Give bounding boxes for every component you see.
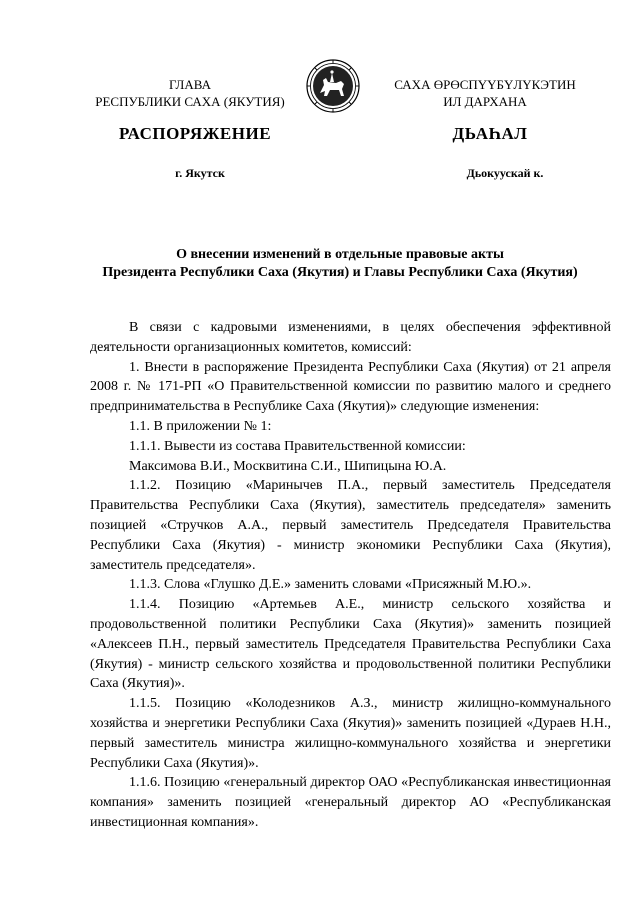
paragraph-item-1-1-4: 1.1.4. Позицию «Артемьев А.Е., министр сельского хозяйства и продовольственной политики Республики Саха (Якутия)» заменить позицией «Алексеев П.Н., первый заместитель Председателя Правительства Республики Саха (Якутия) - министр сельского хозяйства и продовольственной политики Республики Саха (Якутия)». bbox=[90, 597, 611, 692]
document-body bbox=[90, 318, 611, 833]
coat-of-arms-emblem-icon bbox=[306, 59, 360, 113]
paragraph-item-1-1: 1.1. В приложении № 1: bbox=[129, 418, 272, 434]
paragraph-item-1-1-1: 1.1.1. Вывести из состава Правительственной комиссии: bbox=[129, 438, 466, 454]
paragraph-removed-members: Максимова В.И., Москвитина С.И., Шипицына Ю.А. bbox=[129, 458, 447, 474]
issuer-sakha bbox=[380, 76, 590, 110]
city-ru: г. Якутск bbox=[175, 166, 225, 180]
doc-type-ru: РАСПОРЯЖЕНИЕ bbox=[118, 124, 272, 143]
paragraph-item-1: 1. Внести в распоряжение Президента Республики Саха (Якутия) от 21 апреля 2008 г. № 171-РП «О Правительственной комиссии по развитию малого и среднего предпринимательства в Республике Саха (Якутия)» следующие изменения: bbox=[90, 359, 611, 415]
issuer-ru bbox=[70, 76, 310, 110]
issuer-ru-line1: ГЛАВА bbox=[169, 77, 211, 92]
issuer-sakha-line2: ИЛ ДАРХАНА bbox=[443, 94, 527, 109]
document-heading bbox=[60, 246, 620, 282]
paragraph-item-1-1-3: 1.1.3. Слова «Глушко Д.Е.» заменить словами «Присяжный М.Ю.». bbox=[129, 577, 532, 593]
paragraph-item-1-1-6: 1.1.6. Позицию «генеральный директор ОАО «Республиканская инвестиционная компания» заменить позицией «генеральный директор АО «Республиканская инвестиционная компания». bbox=[90, 775, 611, 830]
paragraph-preamble: В связи с кадровыми изменениями, в целях обеспечения эффективной деятельности организационных комитетов, комиссий: bbox=[90, 320, 611, 355]
heading-line2: Президента Республики Саха (Якутия) и Главы Республики Саха (Якутия) bbox=[102, 265, 578, 280]
issuer-ru-line2: РЕСПУБЛИКИ САХА (ЯКУТИЯ) bbox=[95, 94, 285, 109]
city-sakha: Дьокуускай к. bbox=[466, 166, 544, 180]
paragraph-item-1-1-2: 1.1.2. Позицию «Маринычев П.А., первый заместитель Председателя Правительства Республики Саха (Якутия), заместитель председателя» заменить позицией «Стручков А.А., первый заместитель Председателя Правительства Республики Саха (Якутия) - министр экономики Республики Саха (Якутия), заместитель председателя». bbox=[90, 478, 611, 573]
heading-line1: О внесении изменений в отдельные правовые акты bbox=[176, 247, 504, 262]
issuer-sakha-line1: САХА ӨРӨСПҮҮБҮЛҮКЭТИН bbox=[394, 77, 576, 92]
doc-type-sakha: ДЬАҺАЛ bbox=[452, 124, 528, 143]
paragraph-item-1-1-5: 1.1.5. Позицию «Колодезников А.З., министр жилищно-коммунального хозяйства и энергетики Республики Саха (Якутия)» заменить позицией «Дураев Н.Н., первый заместитель министра жилищно-коммунального хозяйства и энергетики Республики Саха (Якутия)». bbox=[90, 696, 611, 771]
